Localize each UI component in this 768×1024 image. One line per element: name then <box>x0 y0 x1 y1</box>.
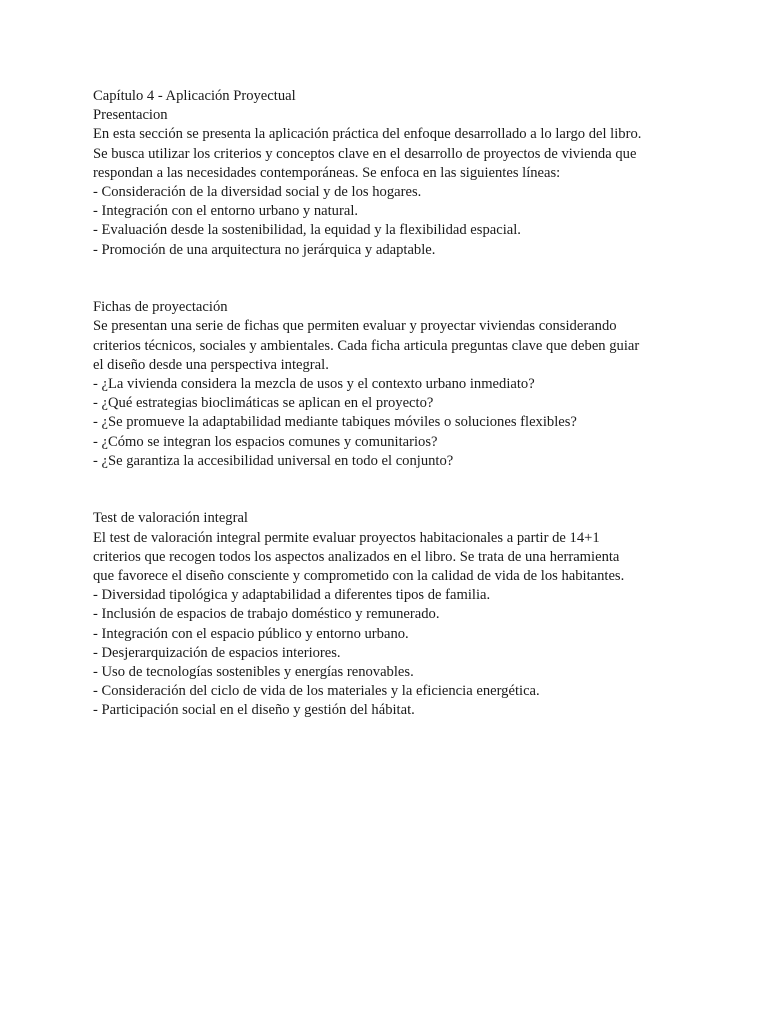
section-aplicacion-proyectual <box>93 87 693 260</box>
section-title: Test de valoración integral <box>93 510 248 527</box>
paragraph-line: En esta sección se presenta la aplicación práctica del enfoque desarrollado a lo largo del libro. <box>93 126 642 143</box>
list-item: - Consideración de la diversidad social y de los hogares. <box>93 184 422 201</box>
list-item: - ¿Cómo se integran los espacios comunes y comunitarios? <box>93 433 438 450</box>
section-test-de-valoracion <box>93 509 693 720</box>
paragraph-line: que favorece el diseño consciente y comprometido con la calidad de vida de los habitantes. <box>93 568 625 585</box>
list-item: - Participación social en el diseño y gestión del hábitat. <box>93 702 415 719</box>
chapter-title: Capítulo 4 - Aplicación Proyectual <box>93 88 296 104</box>
list-item: - Integración con el espacio público y entorno urbano. <box>93 625 409 642</box>
paragraph-line: criterios técnicos, sociales y ambientales. Cada ficha articula preguntas clave que deben guiar <box>93 337 640 354</box>
document-page <box>93 87 693 721</box>
paragraph-line: Se busca utilizar los criterios y conceptos clave en el desarrollo de proyectos de vivienda que <box>93 145 637 162</box>
list-item: - Consideración del ciclo de vida de los materiales y la eficiencia energética. <box>93 683 540 700</box>
list-item: - Diversidad tipológica y adaptabilidad a diferentes tipos de familia. <box>93 587 491 604</box>
list-item: - Evaluación desde la sostenibilidad, la equidad y la flexibilidad espacial. <box>93 222 521 239</box>
list-item: - Uso de tecnologías sostenibles y energías renovables. <box>93 664 414 681</box>
list-item: - ¿Qué estrategias bioclimáticas se aplican en el proyecto? <box>93 395 434 412</box>
list-item: - Inclusión de espacios de trabajo doméstico y remunerado. <box>93 606 440 623</box>
paragraph-line: Se presentan una serie de fichas que permiten evaluar y proyectar viviendas considerando <box>93 318 617 335</box>
list-item: - Integración con el entorno urbano y natural. <box>93 203 359 220</box>
list-item: - Promoción de una arquitectura no jerárquica y adaptable. <box>93 241 436 258</box>
list-item: - ¿Se promueve la adaptabilidad mediante tabiques móviles o soluciones flexibles? <box>93 414 577 431</box>
list-item: - ¿Se garantiza la accesibilidad universal en todo el conjunto? <box>93 452 454 469</box>
paragraph-line: respondan a las necesidades contemporáneas. Se enfoca en las siguientes líneas: <box>93 164 561 181</box>
list-item: - ¿La vivienda considera la mezcla de usos y el contexto urbano inmediato? <box>93 376 535 393</box>
paragraph-line: El test de valoración integral permite evaluar proyectos habitacionales a partir de 14+1 <box>93 529 600 546</box>
section-title: Fichas de proyectación <box>93 299 228 316</box>
section-subtitle: Presentacion <box>93 107 168 124</box>
section-fichas-de-proyectacion <box>93 298 693 471</box>
paragraph-line: criterios que recogen todos los aspectos analizados en el libro. Se trata de una herramienta <box>93 548 620 565</box>
paragraph-line: el diseño desde una perspectiva integral. <box>93 356 329 373</box>
list-item: - Desjerarquización de espacios interiores. <box>93 644 341 661</box>
